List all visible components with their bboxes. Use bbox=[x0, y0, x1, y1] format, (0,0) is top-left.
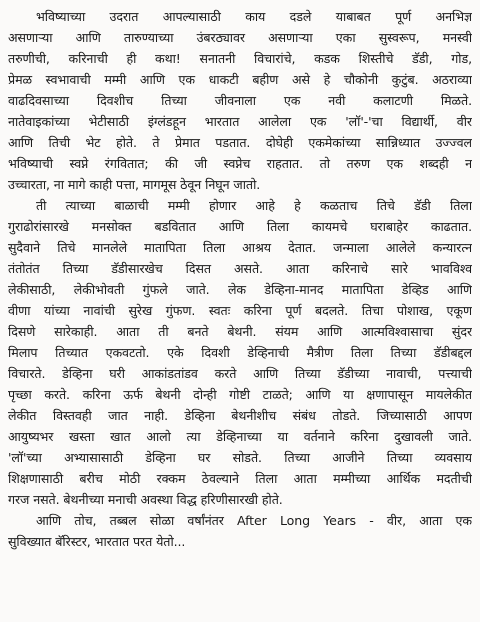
text-line: 'लॉ'च्या अभ्यासासाठी डेव्हिना घर सोडते. तिच्या आजीने तिच्या व्यवसाय bbox=[8, 450, 472, 465]
text-line: आणि तोच, तब्बल सोळा वर्षांनंतर After Long Years - वीर, आता एक bbox=[36, 513, 472, 528]
paragraph-3 bbox=[8, 510, 472, 552]
text-line: तंतोतंत तिच्या डॅडीसारखेच दिसत असते. आता करिनाचे सारे भावविश्व bbox=[8, 261, 472, 276]
text-line: भविष्याच्या उदरात आपल्यासाठी काय दडले याबाबत पूर्ण अनभिज्ञ bbox=[36, 9, 472, 24]
text-line: आणि तिची भेट होते. ते प्रेमात पडतात. दोघेही एकमेकांच्या सान्निध्यात उज्ज्वल bbox=[8, 135, 472, 150]
text-line: दिसणे सारेकाही. आता ती बनते बेथनी. संयम आणि आत्मविश्वासाचा सुंदर bbox=[8, 324, 472, 339]
text-line: विचारते. डेव्हिना घरी आकांडतांडव करते आणि तिच्या डॅडीच्या नावाची, पत्त्याची bbox=[8, 366, 472, 381]
text-line: लेकीसाठी, लेकीभोवती गुंफले जाते. लेक डेव्हिना-मानद मातापिता डेव्हिड आणि bbox=[8, 282, 472, 297]
text-line: सुदैवाने तिचे मानलेले मातापिता तिला आश्रय देतात. जन्माला आलेले कन्यारत्न bbox=[8, 240, 472, 255]
text-line: शिक्षणासाठी बरीच मोठी रक्कम ठेवल्याने तिला आता मम्मीच्या आर्थिक मदतीची bbox=[8, 471, 472, 486]
text-line: आयुष्यभर खस्ता खात आलो त्या डेव्हिनाच्या या वर्तनाने करिना दुखावली जाते. bbox=[8, 429, 472, 444]
text-line: असणाऱ्या आणि तारुण्याच्या उंबरठ्यावर असणाऱ्या एका सुस्वरूप, मनस्वी bbox=[8, 30, 472, 45]
text-line: लेकीत विस्तवही जात नाही. डेव्हिना बेथनीशीच संबंध तोडते. जिच्यासाठी आपण bbox=[8, 408, 472, 423]
paragraph-2 bbox=[8, 195, 472, 510]
text-line: सुविख्यात बॅरिस्टर, भारतात परत येतो... bbox=[8, 534, 186, 549]
text-line: प्रेमळ स्वभावाची मम्मी आणि एक धाकटी बहीण असे हे चौकोनी कुटुंब. अठराव्या bbox=[8, 72, 472, 87]
text-line: तरुणीची, करिनाची ही कथा! सनातनी विचारांचे, कडक शिस्तीचे डॅडी, गोड, bbox=[8, 51, 472, 66]
text-line: नातेवाइकांच्या भेटीसाठी इंग्लंडहून भारतात आलेला एक 'लॉ'-'चा विद्यार्थी, वीर bbox=[8, 114, 472, 129]
text-line: गरज नसते. बेथनीच्या मनाची अवस्था विद्ध हरिणीसारखी होते. bbox=[8, 492, 283, 507]
text-line: मिलाप तिच्यात एकवटतो. एके दिवशी डेव्हिनाची मैत्रीण तिला तिच्या डॅडीबद्दल bbox=[8, 345, 472, 360]
text-line: गुराढोरांसारखे मनसोक्त बडवितात आणि तिला कायमचे घराबाहेर काढतात. bbox=[8, 219, 472, 234]
text-line: पृच्छा करते. करिना ऊर्फ बेथनी दोन्ही गोष्टी टाळते; आणि या क्षणापासून मायलेकीत bbox=[8, 387, 472, 402]
text-line: वाढदिवसाच्या दिवशीच तिच्या जीवनाला एक नवी कलाटणी मिळते. bbox=[8, 93, 472, 108]
text-line: भविष्याची स्वप्ने रंगवितात; की जी स्वप्नेच राहतात. तो तरुण एक शब्दही न bbox=[8, 156, 472, 171]
paragraph-1 bbox=[8, 6, 472, 195]
text-line: वीणा यांच्या नावांची सुरेख गुंफण. स्वतः करिना पूर्ण बदलते. तिचा पोशाख, एकूण bbox=[8, 303, 472, 318]
text-line: ती त्याच्या बाळाची मम्मी होणार आहे हे कळताच तिचे डॅडी तिला bbox=[36, 198, 472, 213]
text-line: उच्चारता, ना मागे काही पत्ता, मागमूस ठेवून निघून जातो. bbox=[8, 177, 261, 192]
